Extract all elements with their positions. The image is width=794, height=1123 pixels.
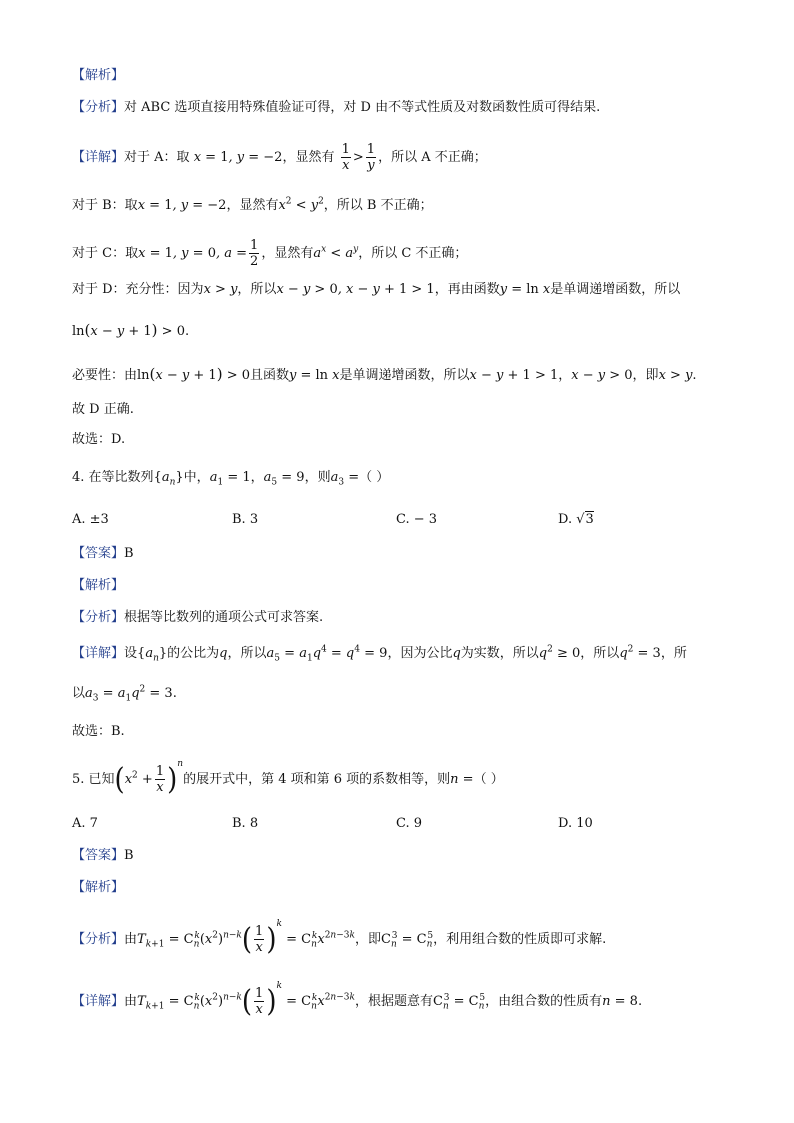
fraction-1-over-2: $\frac{1}{2}$ bbox=[250, 238, 259, 269]
q4-option-d bbox=[558, 510, 594, 530]
q5-jiexi-label: 【解析】 bbox=[72, 880, 125, 895]
q5-option-a: A. 7 bbox=[72, 816, 98, 831]
q4-analysis bbox=[72, 608, 323, 628]
q4-jiexi-label: 【解析】 bbox=[72, 578, 125, 593]
q5-answer-value: B bbox=[124, 848, 134, 863]
q3-conclusion: 故 D 正确. bbox=[72, 402, 134, 417]
q3-c-mid: ，显然有 bbox=[261, 246, 314, 261]
q4-x1-mid3: ，因为公比 bbox=[387, 646, 453, 661]
math-expr: y = ln x bbox=[499, 282, 551, 297]
q4-option-a: A. ±3 bbox=[72, 512, 109, 527]
section-label-jiexi: 【解析】 bbox=[72, 68, 125, 83]
math-expr: = $C_n^kx^{2n-3k}$ bbox=[286, 930, 355, 950]
q4-x1-pre: 设 bbox=[124, 646, 138, 661]
detail-label: 【详解】 bbox=[72, 150, 125, 165]
q4-stem-mid2: ， bbox=[250, 470, 264, 485]
math-expr: $a^x < a^y$ bbox=[313, 244, 359, 261]
left-paren: ( bbox=[241, 922, 253, 957]
detail-label: 【详解】 bbox=[72, 994, 125, 1009]
q4-stem-mid3: ，则 bbox=[304, 470, 331, 485]
math-expr: x − y + 1 > 1 bbox=[469, 368, 559, 383]
sqrt-3: √3 bbox=[576, 512, 594, 527]
left-paren: ( bbox=[114, 762, 125, 797]
q4-answer-value: B bbox=[124, 546, 134, 561]
q3-d2-post: . bbox=[184, 324, 190, 339]
q4-option-d-label: D. bbox=[558, 512, 577, 527]
math-expr: $T_{k+1} = C_n^k(x^2)^{n-k}$ bbox=[137, 992, 242, 1012]
q3-nec-mid3: ， bbox=[558, 368, 572, 383]
math-expr: x − y > 0, x − y + 1 > 1 bbox=[276, 282, 435, 297]
right-paren: ) bbox=[266, 922, 277, 957]
q4-analysis-text: 根据等比数列的通项公式可求答案. bbox=[124, 610, 324, 625]
right-paren: ) bbox=[266, 984, 277, 1019]
q5-stem-pre: 5. 已知 bbox=[72, 772, 115, 787]
q4-x1-mid5: ，所以 bbox=[580, 646, 620, 661]
fraction-1-over-y: $\frac{1}{y}$ bbox=[366, 142, 376, 173]
q5-xiangjie-post: . bbox=[637, 994, 643, 1009]
math-expr: $q^2 = 3$ bbox=[619, 644, 661, 661]
left-paren: ( bbox=[241, 984, 253, 1019]
q5-analysis: 【分析】由$T_{k+1} = C_n^k(x^2)^{n-k}$( $\frac{1}{x}$ )$^k = C_n^kx^{2n-3k}$，即$C_n^3 = C_n^5$，利用组合数的性质即可求解. bbox=[72, 918, 607, 957]
q4-detail-1 bbox=[72, 644, 687, 664]
math-expr: $\{a_n\}$ bbox=[137, 646, 168, 664]
analysis-label: 【分析】 bbox=[72, 932, 125, 947]
math-expr: $\{a_n\}$ bbox=[153, 470, 184, 488]
q3-analysis-line bbox=[72, 98, 600, 118]
math-expr: $C_n^3 = C_n^5$ bbox=[380, 930, 434, 950]
q5-detail: 【详解】由$T_{k+1} = C_n^k(x^2)^{n-k}$( $\frac{1}{x}$ )$^k = C_n^kx^{2n-3k}$，根据题意有$C_n^3 = C_n^5$，由组合数的性质有n = 8. bbox=[72, 980, 643, 1019]
math-expr: x − y > 0 bbox=[571, 368, 633, 383]
math-expr: x = 1, y = −2 bbox=[193, 150, 283, 165]
math-expr: ln(x − y + 1) > 0 bbox=[72, 321, 185, 339]
math-expr: = $C_n^kx^{2n-3k}$ bbox=[286, 992, 355, 1012]
q3-nec-post: . bbox=[692, 368, 697, 383]
math-expr: $C_n^3 = C_n^5$ bbox=[432, 992, 486, 1012]
q3-b-post: ，所以 B 不正确； bbox=[323, 198, 433, 213]
fraction-1-over-x: $\frac{1}{x}$ bbox=[341, 142, 350, 173]
q3-c-post: ，所以 C 不正确； bbox=[358, 246, 468, 261]
q3-nec-text: 必要性：由 bbox=[72, 368, 138, 383]
math-expr: x = 1, y = 0, a = bbox=[138, 246, 248, 261]
q3-a-text: 对于 A：取 bbox=[124, 150, 190, 165]
q5-stem-post: 的展开式中，第 4 项和第 6 项的系数相等，则 bbox=[183, 772, 451, 787]
math-expr: $a_5 = a_1q^4 = q^4 = 9$ bbox=[266, 644, 388, 664]
math-expr: x = 1, y = −2 bbox=[137, 198, 227, 213]
q4-stem bbox=[72, 468, 389, 488]
q5-xiangjie-mid1: ，根据题意有 bbox=[354, 994, 433, 1009]
math-expr: $T_{k+1} = C_n^k(x^2)^{n-k}$ bbox=[137, 930, 242, 950]
q5-fenxi-pre: 由 bbox=[124, 932, 138, 947]
q5-xiangjie-pre: 由 bbox=[124, 994, 138, 1009]
math-expr: x > y bbox=[203, 282, 238, 297]
math-expr: $a_5 = 9$ bbox=[263, 470, 305, 488]
q5-option-b: B. 8 bbox=[232, 816, 259, 831]
fraction-1-over-x: $\frac{1}{x}$ bbox=[255, 924, 264, 955]
q3-nec-mid2: 是单调递增函数，所以 bbox=[339, 368, 470, 383]
q4-stem-mid1: 中， bbox=[183, 470, 210, 485]
q3-d1-mid1: ，所以 bbox=[237, 282, 277, 297]
math-expr: $a_3 = a_1q^2 = 3$ bbox=[85, 684, 173, 704]
q4-choose: 故选：B. bbox=[72, 724, 125, 739]
q5-stem-end: （ ） bbox=[473, 772, 504, 787]
q4-x2-pre: 以 bbox=[72, 686, 86, 701]
math-expr: n = 8 bbox=[602, 994, 638, 1009]
q4-option-c: C. − 3 bbox=[396, 512, 438, 527]
q4-detail-2 bbox=[72, 684, 177, 704]
q4-option-b: B. 3 bbox=[232, 512, 259, 527]
math-expr: $a_1 = 1$ bbox=[209, 470, 251, 488]
q3-d1-mid2: ，再由函数 bbox=[434, 282, 500, 297]
q4-answer bbox=[72, 544, 134, 564]
answer-label: 【答案】 bbox=[72, 546, 125, 561]
q4-stem-post: （ ） bbox=[359, 470, 390, 485]
q5-option-d: D. 10 bbox=[558, 816, 593, 831]
fraction-1-over-x: $\frac{1}{x}$ bbox=[255, 986, 264, 1017]
answer-label: 【答案】 bbox=[72, 848, 125, 863]
fraction-1-over-x: $\frac{1}{x}$ bbox=[155, 764, 165, 795]
math-expr: y = ln x bbox=[289, 368, 340, 383]
q3-choose: 故选：D. bbox=[72, 432, 126, 447]
q3-detail-d1 bbox=[72, 280, 680, 300]
q3-nec-mid1: 且函数 bbox=[249, 368, 289, 383]
q4-x1-mid1: 的公比为 bbox=[167, 646, 220, 661]
math-expr: x > y bbox=[658, 368, 693, 383]
analysis-label: 【分析】 bbox=[72, 610, 125, 625]
q3-detail-b bbox=[72, 196, 433, 216]
q3-b-mid: ，显然有 bbox=[226, 198, 279, 213]
q5-stem: 5. 已知($x^2$ + $\frac{1}{x}$ )$^n$的展开式中，第 4 项和第 6 项的系数相等，则n =（ ） bbox=[72, 758, 504, 797]
math-expr: $a_3$ = bbox=[330, 470, 360, 488]
q5-xiangjie-mid2: ，由组合数的性质有 bbox=[485, 994, 603, 1009]
math-expr: $q^2 \ge 0$ bbox=[538, 644, 581, 661]
q5-answer bbox=[72, 846, 134, 866]
q5-option-c: C. 9 bbox=[396, 816, 423, 831]
q3-detail-d2 bbox=[72, 320, 189, 342]
math-expr: $x^2$ + bbox=[124, 770, 153, 787]
q5-fenxi-mid: ，即 bbox=[354, 932, 381, 947]
q3-detail-a: 【详解】对于 A：取 x = 1, y = −2，显然有 $\frac{1}{x}$ > $\frac{1}{y}$ ，所以 A 不正确； bbox=[72, 142, 487, 173]
q4-x1-mid2: ，所以 bbox=[227, 646, 267, 661]
q3-necessity bbox=[72, 364, 697, 386]
q3-d1-text: 对于 D：充分性：因为 bbox=[72, 282, 204, 297]
q4-x1-post: ，所 bbox=[660, 646, 687, 661]
math-expr: q bbox=[219, 646, 228, 661]
math-expr: ln(x − y + 1) > 0 bbox=[137, 365, 250, 383]
q3-a-mid: ，显然有 bbox=[282, 150, 335, 165]
q3-analysis-text: 对 ABC 选项直接用特殊值验证可得，对 D 由不等式性质及对数函数性质可得结果. bbox=[124, 100, 601, 115]
q5-fenxi-post: ，利用组合数的性质即可求解. bbox=[433, 932, 607, 947]
q3-a-post: ，所以 A 不正确； bbox=[378, 150, 487, 165]
q3-b-text: 对于 B：取 bbox=[72, 198, 138, 213]
detail-label: 【详解】 bbox=[72, 646, 125, 661]
math-expr: n = bbox=[450, 772, 474, 787]
math-expr: q bbox=[452, 646, 461, 661]
q3-c-text: 对于 C：取 bbox=[72, 246, 139, 261]
q3-d1-post: 是单调递增函数，所以 bbox=[550, 282, 681, 297]
q4-x1-mid4: 为实数，所以 bbox=[460, 646, 539, 661]
q3-nec-mid4: ，即 bbox=[632, 368, 659, 383]
q3-detail-c bbox=[72, 238, 467, 269]
q4-stem-pre: 4. 在等比数列 bbox=[72, 470, 154, 485]
q4-x2-post: . bbox=[172, 686, 177, 701]
analysis-label: 【分析】 bbox=[72, 100, 125, 115]
math-expr: $x^2 < y^2$ bbox=[278, 196, 324, 213]
right-paren: ) bbox=[167, 762, 178, 797]
